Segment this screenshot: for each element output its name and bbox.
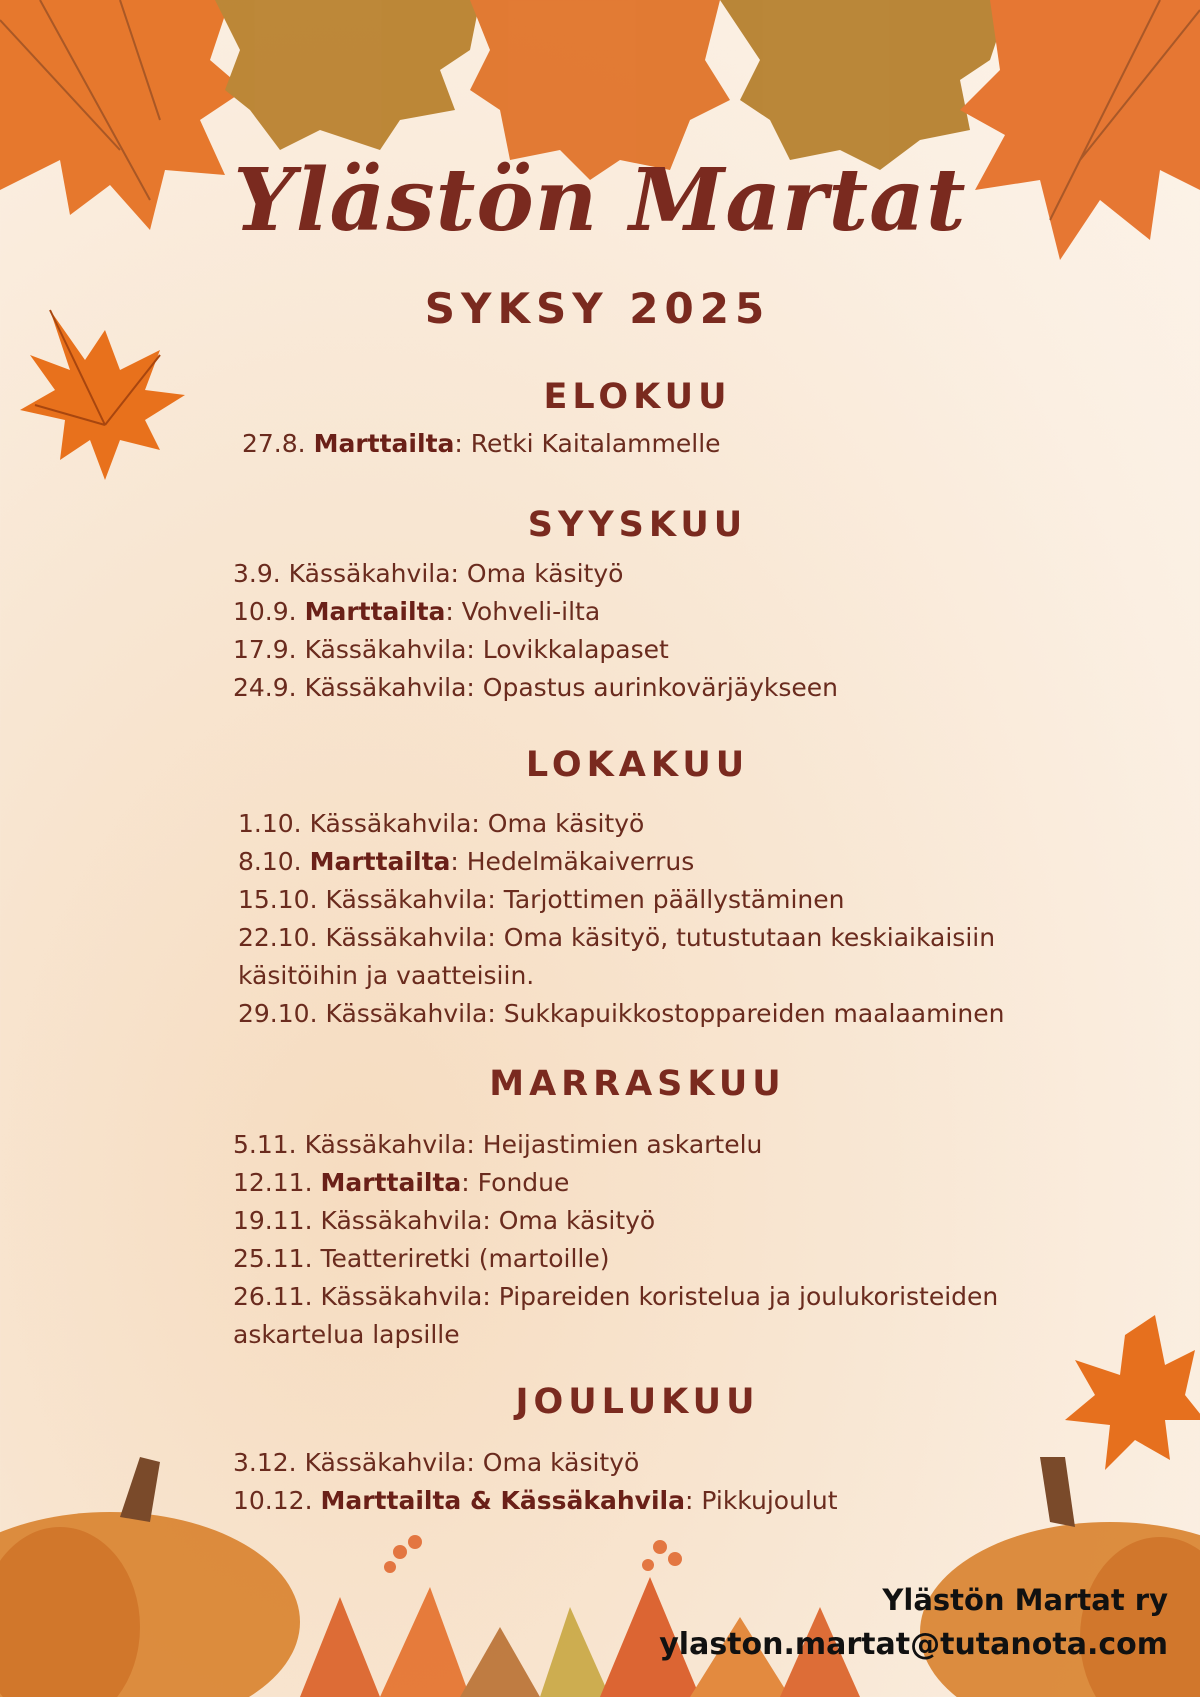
event-item: 19.11. Kässäkahvila: Oma käsityö	[233, 1206, 656, 1235]
event-list-marraskuu	[233, 1126, 998, 1354]
event-item: 27.8. Marttailta: Retki Kaitalammelle	[242, 429, 721, 458]
month-heading-joulukuu: JOULUKUU	[515, 1382, 760, 1422]
month-heading-marraskuu: MARRASKUU	[489, 1064, 786, 1104]
footer-email[interactable]: ylaston.martat@tutanota.com	[659, 1627, 1168, 1662]
event-item-continuation: askartelua lapsille	[233, 1320, 460, 1349]
month-heading-elokuu: ELOKUU	[543, 377, 732, 417]
oak-leaf-top-center-left	[215, 0, 480, 150]
month-heading-lokakuu: LOKAKUU	[525, 745, 750, 785]
event-item: 3.12. Kässäkahvila: Oma käsityö	[233, 1448, 640, 1477]
event-item: 25.11. Teatteriretki (martoille)	[233, 1244, 610, 1273]
event-item: 24.9. Kässäkahvila: Opastus aurinkovärjäykseen	[233, 673, 838, 702]
event-item: 1.10. Kässäkahvila: Oma käsityö	[238, 809, 645, 838]
event-item: 17.9. Kässäkahvila: Lovikkalapaset	[233, 635, 669, 664]
event-item: 8.10. Marttailta: Hedelmäkaiverrus	[238, 847, 695, 876]
event-item: 22.10. Kässäkahvila: Oma käsityö, tutustutaan keskiaikaisiin	[238, 923, 996, 952]
event-list-joulukuu	[233, 1444, 838, 1520]
event-list-lokakuu	[238, 805, 1005, 1033]
event-item: 10.9. Marttailta: Vohveli-ilta	[233, 597, 601, 626]
page-title: Ylästön Martat	[233, 150, 967, 251]
foliage-bottom	[300, 1535, 860, 1697]
event-list-syyskuu	[233, 555, 838, 707]
event-item: 10.12. Marttailta & Kässäkahvila: Pikkujoulut	[233, 1486, 838, 1515]
footer-org-name: Ylästön Martat ry	[882, 1583, 1168, 1617]
event-item: 5.11. Kässäkahvila: Heijastimien askartelu	[233, 1130, 763, 1159]
event-list-elokuu	[242, 425, 721, 463]
event-item: 29.10. Kässäkahvila: Sukkapuikkostoppareiden maalaaminen	[238, 999, 1005, 1028]
event-item-continuation: käsitöihin ja vaatteisiin.	[238, 961, 535, 990]
event-item: 15.10. Kässäkahvila: Tarjottimen päällystäminen	[238, 885, 845, 914]
month-heading-syyskuu: SYYSKUU	[527, 505, 748, 545]
event-item: 26.11. Kässäkahvila: Pipareiden koristelua ja joulukoristeiden	[233, 1282, 999, 1311]
oak-leaf-top-center-right	[720, 0, 1010, 170]
event-item: 3.9. Kässäkahvila: Oma käsityö	[233, 559, 624, 588]
event-item: 12.11. Marttailta: Fondue	[233, 1168, 570, 1197]
page-subtitle: SYKSY 2025	[424, 284, 771, 333]
